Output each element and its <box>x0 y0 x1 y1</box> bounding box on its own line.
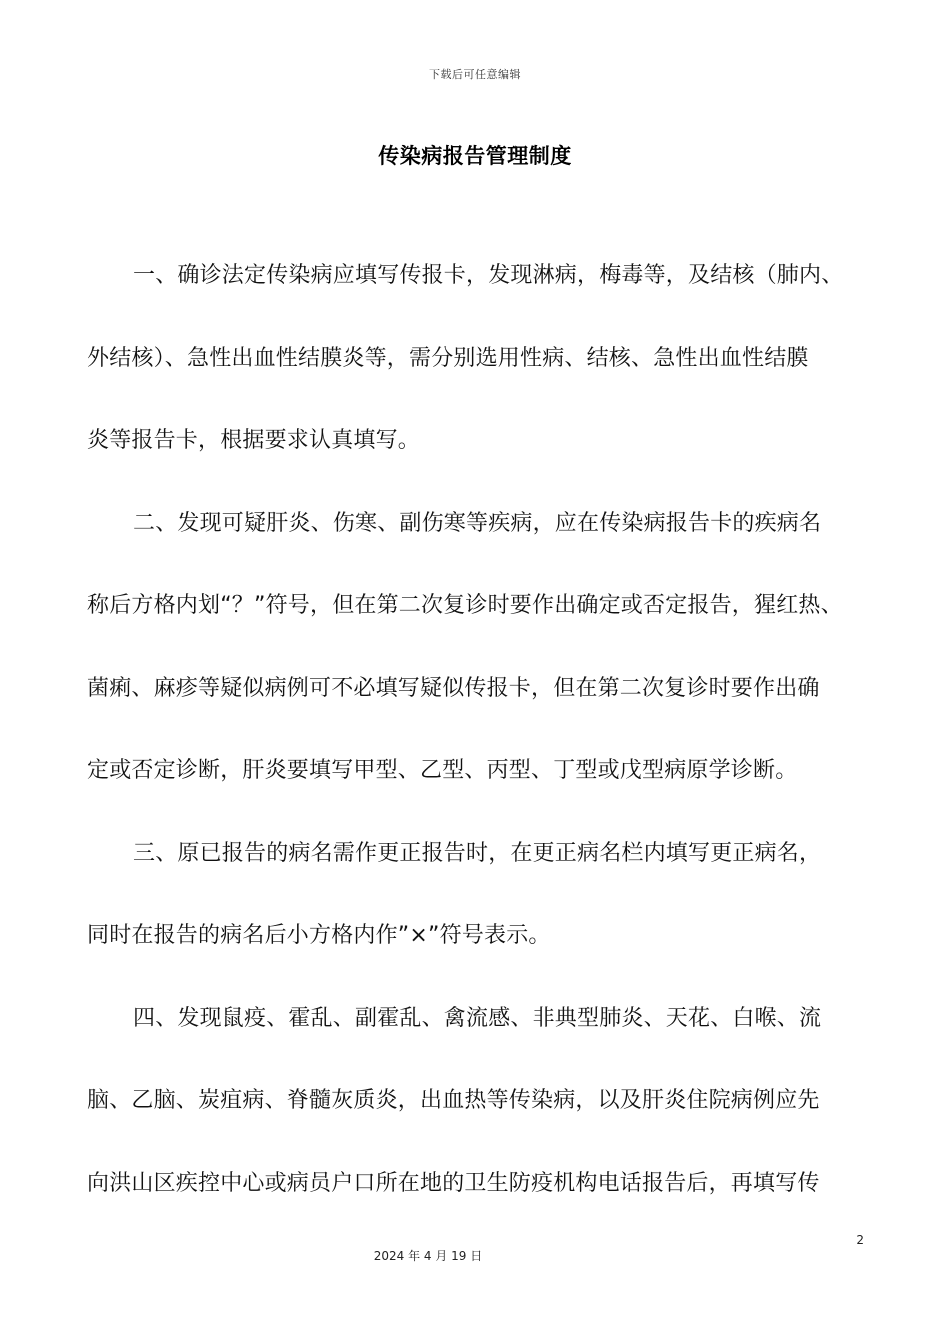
paragraph-line: 定或否定诊断，肝炎要填写甲型、乙型、丙型、丁型或戊型病原学诊断。 <box>87 758 798 783</box>
paragraph-line: 同时在报告的病名后小方格内作”×”符号表示。 <box>87 923 551 948</box>
paragraph-line: 称后方格内划“？”符号，但在第二次复诊时要作出确定或否定报告，猩红热、 <box>87 593 843 618</box>
document-title: 传染病报告管理制度 <box>378 144 572 168</box>
paragraph-line: 三、原已报告的病名需作更正报告时，在更正病名栏内填写更正病名， <box>133 840 822 866</box>
paragraph-line: 四、发现鼠疫、霍乱、副霍乱、禽流感、非典型肺炎、天花、白喉、流 <box>133 1005 822 1031</box>
page-number: 2 <box>856 1233 864 1247</box>
paragraph-line: 脑、乙脑、炭疽病、脊髓灰质炎，出血热等传染病，以及肝炎住院病例应先 <box>87 1088 820 1113</box>
paragraph-line: 一、确诊法定传染病应填写传报卡，发现淋病，梅毒等，及结核（肺内、 <box>133 263 844 288</box>
footer-date: 2024 年 4 月 19 日 <box>373 1249 483 1263</box>
paragraph-line: 二、发现可疑肝炎、伤寒、副伤寒等疾病，应在传染病报告卡的疾病名 <box>133 510 822 536</box>
paragraph-3 <box>87 836 877 1001</box>
paragraph-4 <box>87 1001 877 1249</box>
paragraph-1 <box>87 258 877 506</box>
paragraph-line: 外结核）、急性出血性结膜炎等，需分别选用性病、结核、急性出血性结膜 <box>87 345 809 371</box>
document-body <box>87 258 877 1248</box>
paragraph-line: 炎等报告卡，根据要求认真填写。 <box>87 428 421 453</box>
paragraph-line: 菌痢、麻疹等疑似病例可不必填写疑似传报卡，但在第二次复诊时要作出确 <box>87 675 820 701</box>
header-note: 下载后可任意编辑 <box>429 68 521 81</box>
paragraph-2 <box>87 506 877 836</box>
paragraph-line: 向洪山区疾控中心或病员户口所在地的卫生防疫机构电话报告后，再填写传 <box>87 1170 820 1196</box>
